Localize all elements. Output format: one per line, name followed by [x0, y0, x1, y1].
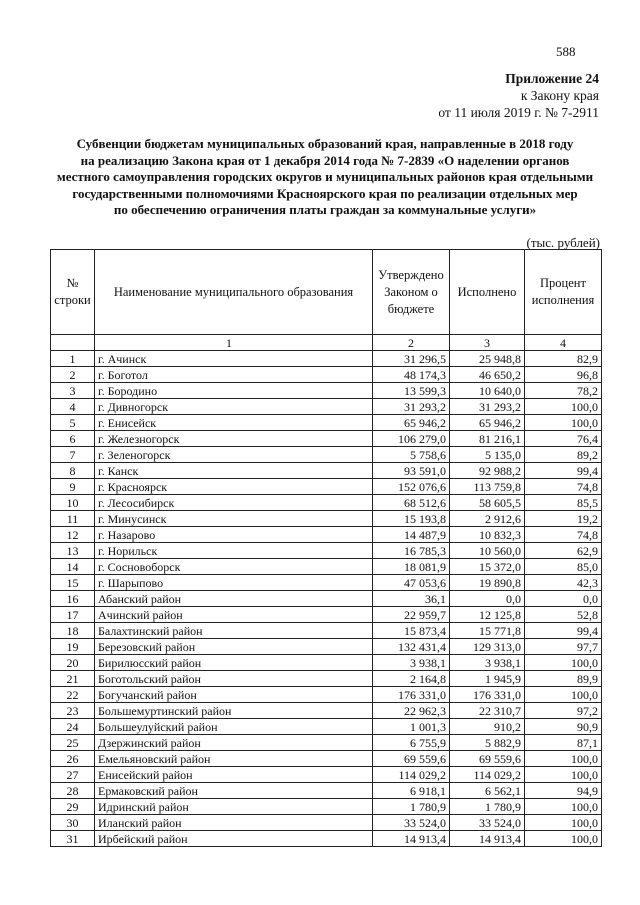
row-number-cell: 28 — [51, 783, 95, 799]
row-number-cell: 15 — [51, 575, 95, 591]
row-number-cell: 23 — [51, 703, 95, 719]
municipality-name-cell: г. Дивногорск — [95, 399, 373, 415]
percent-cell: 42,3 — [525, 575, 602, 591]
approved-amount-cell: 14 913,4 — [373, 831, 450, 847]
approved-amount-cell: 1 780,9 — [373, 799, 450, 815]
header-executed: Исполнено — [450, 250, 525, 335]
percent-cell: 100,0 — [525, 415, 602, 431]
table-row — [51, 703, 602, 719]
approved-amount-cell: 22 959,7 — [373, 607, 450, 623]
approved-amount-cell: 6 755,9 — [373, 735, 450, 751]
subsidies-table — [50, 249, 602, 847]
approved-amount-cell: 31 293,2 — [373, 399, 450, 415]
approved-amount-cell: 3 938,1 — [373, 655, 450, 671]
appendix-header — [438, 70, 599, 121]
row-number-cell: 30 — [51, 815, 95, 831]
executed-amount-cell: 176 331,0 — [450, 687, 525, 703]
approved-amount-cell: 69 559,6 — [373, 751, 450, 767]
percent-cell: 89,9 — [525, 671, 602, 687]
executed-amount-cell: 10 832,3 — [450, 527, 525, 543]
row-number-cell: 4 — [51, 399, 95, 415]
percent-cell: 100,0 — [525, 767, 602, 783]
executed-amount-cell: 5 882,9 — [450, 735, 525, 751]
row-number-cell: 21 — [51, 671, 95, 687]
table-row — [51, 831, 602, 847]
table-row — [51, 671, 602, 687]
executed-amount-cell: 31 293,2 — [450, 399, 525, 415]
table-row — [51, 575, 602, 591]
percent-cell: 100,0 — [525, 831, 602, 847]
table-row — [51, 415, 602, 431]
municipality-name-cell: Ирбейский район — [95, 831, 373, 847]
approved-amount-cell: 15 873,4 — [373, 623, 450, 639]
approved-amount-cell: 31 296,5 — [373, 351, 450, 367]
executed-amount-cell: 113 759,8 — [450, 479, 525, 495]
percent-cell: 96,8 — [525, 367, 602, 383]
municipality-name-cell: Большемуртинский район — [95, 703, 373, 719]
table-row — [51, 527, 602, 543]
percent-cell: 19,2 — [525, 511, 602, 527]
approved-amount-cell: 93 591,0 — [373, 463, 450, 479]
table-header-row — [51, 250, 602, 335]
percent-cell: 97,2 — [525, 703, 602, 719]
appendix-law-ref: к Закону края — [520, 88, 599, 103]
executed-amount-cell: 5 135,0 — [450, 447, 525, 463]
approved-amount-cell: 2 164,8 — [373, 671, 450, 687]
percent-cell: 100,0 — [525, 799, 602, 815]
row-number-cell: 10 — [51, 495, 95, 511]
executed-amount-cell: 14 913,4 — [450, 831, 525, 847]
executed-amount-cell: 92 988,2 — [450, 463, 525, 479]
row-number-cell: 9 — [51, 479, 95, 495]
percent-cell: 100,0 — [525, 751, 602, 767]
page-number: 588 — [556, 44, 576, 59]
document-title — [40, 136, 610, 219]
row-number-cell: 16 — [51, 591, 95, 607]
executed-amount-cell: 12 125,8 — [450, 607, 525, 623]
municipality-name-cell: Боготольский район — [95, 671, 373, 687]
executed-amount-cell: 10 560,0 — [450, 543, 525, 559]
table-row — [51, 639, 602, 655]
municipality-name-cell: г. Минусинск — [95, 511, 373, 527]
title-line: по обеспечению ограничения платы граждан за коммунальные услуги» — [113, 202, 537, 217]
row-number-cell: 27 — [51, 767, 95, 783]
percent-cell: 90,9 — [525, 719, 602, 735]
percent-cell: 94,9 — [525, 783, 602, 799]
municipality-name-cell: Енисейский район — [95, 767, 373, 783]
column-index-row — [51, 335, 602, 351]
executed-amount-cell: 6 562,1 — [450, 783, 525, 799]
row-number-cell: 14 — [51, 559, 95, 575]
percent-cell: 89,2 — [525, 447, 602, 463]
percent-cell: 100,0 — [525, 399, 602, 415]
percent-cell: 100,0 — [525, 687, 602, 703]
executed-amount-cell: 22 310,7 — [450, 703, 525, 719]
table-row — [51, 383, 602, 399]
municipality-name-cell: г. Боготол — [95, 367, 373, 383]
row-number-cell: 31 — [51, 831, 95, 847]
approved-amount-cell: 36,1 — [373, 591, 450, 607]
approved-amount-cell: 16 785,3 — [373, 543, 450, 559]
table-row — [51, 607, 602, 623]
municipality-name-cell: Ачинский район — [95, 607, 373, 623]
table-row — [51, 447, 602, 463]
row-number-cell: 24 — [51, 719, 95, 735]
table-row — [51, 495, 602, 511]
percent-cell: 97,7 — [525, 639, 602, 655]
municipality-name-cell: г. Лесосибирск — [95, 495, 373, 511]
municipality-name-cell: г. Зеленогорск — [95, 447, 373, 463]
appendix-date: от 11 июля 2019 г. № 7-2911 — [438, 105, 599, 120]
row-number-cell: 22 — [51, 687, 95, 703]
approved-amount-cell: 6 918,1 — [373, 783, 450, 799]
executed-amount-cell: 114 029,2 — [450, 767, 525, 783]
table-body — [51, 351, 602, 847]
executed-amount-cell: 3 938,1 — [450, 655, 525, 671]
percent-cell: 74,8 — [525, 527, 602, 543]
units-label: (тыс. рублей) — [526, 235, 600, 250]
approved-amount-cell: 14 487,9 — [373, 527, 450, 543]
header-row-number: № строки — [51, 250, 95, 335]
municipality-name-cell: г. Красноярск — [95, 479, 373, 495]
executed-amount-cell: 910,2 — [450, 719, 525, 735]
executed-amount-cell: 65 946,2 — [450, 415, 525, 431]
row-number-cell: 25 — [51, 735, 95, 751]
municipality-name-cell: Ермаковский район — [95, 783, 373, 799]
row-number-cell: 2 — [51, 367, 95, 383]
executed-amount-cell: 2 912,6 — [450, 511, 525, 527]
approved-amount-cell: 22 962,3 — [373, 703, 450, 719]
municipality-name-cell: Абанский район — [95, 591, 373, 607]
header-municipality-name: Наименование муниципального образования — [95, 250, 373, 335]
table-row — [51, 463, 602, 479]
municipality-name-cell: г. Енисейск — [95, 415, 373, 431]
row-number-cell: 11 — [51, 511, 95, 527]
column-index: 4 — [525, 335, 602, 351]
row-number-cell: 8 — [51, 463, 95, 479]
executed-amount-cell: 15 372,0 — [450, 559, 525, 575]
table-row — [51, 543, 602, 559]
approved-amount-cell: 15 193,8 — [373, 511, 450, 527]
executed-amount-cell: 1 945,9 — [450, 671, 525, 687]
column-index-empty — [51, 335, 95, 351]
executed-amount-cell: 0,0 — [450, 591, 525, 607]
approved-amount-cell: 5 758,6 — [373, 447, 450, 463]
table-row — [51, 815, 602, 831]
table-row — [51, 351, 602, 367]
approved-amount-cell: 47 053,6 — [373, 575, 450, 591]
executed-amount-cell: 25 948,8 — [450, 351, 525, 367]
municipality-name-cell: Большеулуйский район — [95, 719, 373, 735]
executed-amount-cell: 10 640,0 — [450, 383, 525, 399]
percent-cell: 76,4 — [525, 431, 602, 447]
municipality-name-cell: Идринский район — [95, 799, 373, 815]
row-number-cell: 3 — [51, 383, 95, 399]
row-number-cell: 18 — [51, 623, 95, 639]
municipality-name-cell: Бирилюсский район — [95, 655, 373, 671]
municipality-name-cell: Иланский район — [95, 815, 373, 831]
row-number-cell: 26 — [51, 751, 95, 767]
table-row — [51, 511, 602, 527]
municipality-name-cell: г. Назарово — [95, 527, 373, 543]
row-number-cell: 5 — [51, 415, 95, 431]
row-number-cell: 19 — [51, 639, 95, 655]
approved-amount-cell: 18 081,9 — [373, 559, 450, 575]
municipality-name-cell: Богучанский район — [95, 687, 373, 703]
table-row — [51, 655, 602, 671]
percent-cell: 100,0 — [525, 815, 602, 831]
row-number-cell: 1 — [51, 351, 95, 367]
percent-cell: 62,9 — [525, 543, 602, 559]
executed-amount-cell: 15 771,8 — [450, 623, 525, 639]
table-row — [51, 431, 602, 447]
row-number-cell: 7 — [51, 447, 95, 463]
municipality-name-cell: г. Сосновоборск — [95, 559, 373, 575]
approved-amount-cell: 68 512,6 — [373, 495, 450, 511]
municipality-name-cell: Березовский район — [95, 639, 373, 655]
percent-cell: 74,8 — [525, 479, 602, 495]
approved-amount-cell: 1 001,3 — [373, 719, 450, 735]
approved-amount-cell: 176 331,0 — [373, 687, 450, 703]
percent-cell: 82,9 — [525, 351, 602, 367]
municipality-name-cell: Дзержинский район — [95, 735, 373, 751]
table-row — [51, 719, 602, 735]
table-row — [51, 559, 602, 575]
row-number-cell: 13 — [51, 543, 95, 559]
percent-cell: 0,0 — [525, 591, 602, 607]
table-row — [51, 687, 602, 703]
municipality-name-cell: г. Железногорск — [95, 431, 373, 447]
approved-amount-cell: 48 174,3 — [373, 367, 450, 383]
header-percent: Процент исполнения — [525, 250, 602, 335]
executed-amount-cell: 33 524,0 — [450, 815, 525, 831]
row-number-cell: 29 — [51, 799, 95, 815]
table-row — [51, 767, 602, 783]
appendix-title: Приложение 24 — [505, 71, 599, 86]
table-row — [51, 799, 602, 815]
municipality-name-cell: Балахтинский район — [95, 623, 373, 639]
approved-amount-cell: 106 279,0 — [373, 431, 450, 447]
table-row — [51, 783, 602, 799]
table-row — [51, 399, 602, 415]
table-row — [51, 367, 602, 383]
percent-cell: 85,5 — [525, 495, 602, 511]
approved-amount-cell: 152 076,6 — [373, 479, 450, 495]
municipality-name-cell: г. Норильск — [95, 543, 373, 559]
percent-cell: 99,4 — [525, 463, 602, 479]
percent-cell: 85,0 — [525, 559, 602, 575]
percent-cell: 100,0 — [525, 655, 602, 671]
table-row — [51, 591, 602, 607]
column-index: 1 — [95, 335, 373, 351]
percent-cell: 99,4 — [525, 623, 602, 639]
executed-amount-cell: 81 216,1 — [450, 431, 525, 447]
title-line: Субвенции бюджетам муниципальных образований края, направленные в 2018 году — [76, 136, 574, 151]
executed-amount-cell: 69 559,6 — [450, 751, 525, 767]
column-index: 3 — [450, 335, 525, 351]
executed-amount-cell: 1 780,9 — [450, 799, 525, 815]
executed-amount-cell: 19 890,8 — [450, 575, 525, 591]
municipality-name-cell: Емельяновский район — [95, 751, 373, 767]
row-number-cell: 12 — [51, 527, 95, 543]
row-number-cell: 20 — [51, 655, 95, 671]
approved-amount-cell: 114 029,2 — [373, 767, 450, 783]
table-row — [51, 735, 602, 751]
approved-amount-cell: 33 524,0 — [373, 815, 450, 831]
percent-cell: 78,2 — [525, 383, 602, 399]
municipality-name-cell: г. Ачинск — [95, 351, 373, 367]
percent-cell: 52,8 — [525, 607, 602, 623]
executed-amount-cell: 58 605,5 — [450, 495, 525, 511]
municipality-name-cell: г. Канск — [95, 463, 373, 479]
table-row — [51, 479, 602, 495]
approved-amount-cell: 13 599,3 — [373, 383, 450, 399]
row-number-cell: 6 — [51, 431, 95, 447]
column-index: 2 — [373, 335, 450, 351]
header-approved: Утверждено Законом о бюджете — [373, 250, 450, 335]
executed-amount-cell: 46 650,2 — [450, 367, 525, 383]
row-number-cell: 17 — [51, 607, 95, 623]
title-line: государственными полномочиями Красноярского края по реализации отдельных мер — [72, 185, 578, 201]
approved-amount-cell: 65 946,2 — [373, 415, 450, 431]
title-line: на реализацию Закона края от 1 декабря 2014 года № 7-2839 «О наделении органов — [80, 152, 570, 168]
approved-amount-cell: 132 431,4 — [373, 639, 450, 655]
municipality-name-cell: г. Шарыпово — [95, 575, 373, 591]
percent-cell: 87,1 — [525, 735, 602, 751]
table-row — [51, 623, 602, 639]
title-line: местного самоуправления городских округов и муниципальных районов края отдельными — [56, 169, 594, 184]
table-row — [51, 751, 602, 767]
municipality-name-cell: г. Бородино — [95, 383, 373, 399]
executed-amount-cell: 129 313,0 — [450, 639, 525, 655]
